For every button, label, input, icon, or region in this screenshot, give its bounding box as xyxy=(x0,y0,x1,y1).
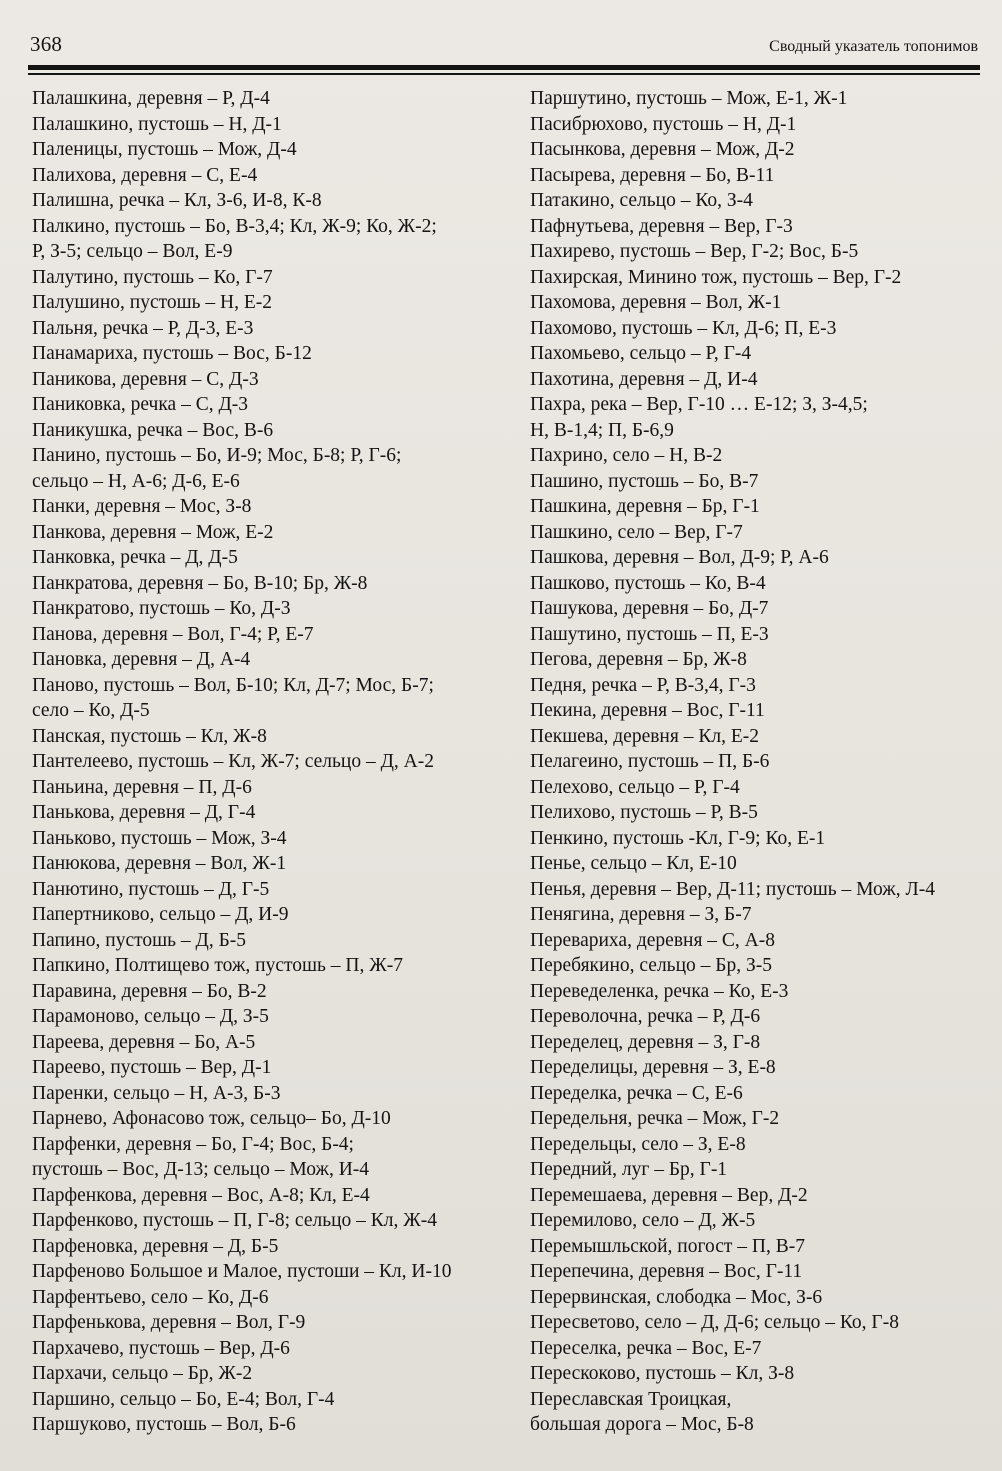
index-entry: Пашкова, деревня – Вол, Д-9; Р, А-6 xyxy=(530,547,829,568)
index-entry: Пенкино, пустошь -Кл, Г-9; Ко, Е-1 xyxy=(530,827,826,849)
index-entry: Палкино, пустошь – Бо, В-3,4; Кл, Ж-9; Ко, Ж-2; xyxy=(32,215,437,237)
index-entry: Панова, деревня – Вол, Г-4; Р, Е-7 xyxy=(32,623,314,645)
index-entry: Панютино, пустошь – Д, Г-5 xyxy=(32,878,270,900)
index-entry: Пенье, сельцо – Кл, Е-10 xyxy=(530,853,737,874)
index-entry: Перескоково, пустошь – Кл, З-8 xyxy=(530,1363,795,1384)
index-entry: Пахотина, деревня – Д, И-4 xyxy=(530,368,758,390)
index-entry: Панкова, деревня – Мож, Е-2 xyxy=(32,521,274,543)
index-entry: Переделец, деревня – З, Г-8 xyxy=(530,1031,761,1053)
index-entry: Паравина, деревня – Бо, В-2 xyxy=(32,980,267,1002)
index-entry: Пархачи, сельцо – Бр, Ж-2 xyxy=(32,1363,253,1384)
index-entry: Паникова, деревня – С, Д-3 xyxy=(32,368,259,390)
index-entry: Панская, пустошь – Кл, Ж-8 xyxy=(32,725,267,747)
index-entry: Пахирская, Минино тож, пустошь – Вер, Г-2 xyxy=(530,266,902,288)
index-entry: Панино, пустошь – Бо, И-9; Мос, Б-8; Р, Г-6; xyxy=(32,445,402,466)
index-entry: Перервинская, слободка – Мос, З-6 xyxy=(530,1286,823,1308)
index-entry: Парамоново, сельцо – Д, З-5 xyxy=(32,1006,269,1027)
index-entry: Пашкина, деревня – Бр, Г-1 xyxy=(530,496,760,517)
index-entry: Парфеновка, деревня – Д, Б-5 xyxy=(32,1235,279,1257)
index-entry: Пантелеево, пустошь – Кл, Ж-7; сельцо – Д, А-2 xyxy=(32,751,434,772)
index-entry: Переселка, речка – Вос, Е-7 xyxy=(530,1337,762,1359)
index-entry: Панамариха, пустошь – Вос, Б-12 xyxy=(32,343,312,364)
index-entry: Пашутино, пустошь – П, Е-3 xyxy=(530,623,769,645)
index-entry: Паньина, деревня – П, Д-6 xyxy=(32,776,252,798)
index-entry: Палашкина, деревня – Р, Д-4 xyxy=(32,88,270,109)
index-entry: Парфенки, деревня – Бо, Г-4; Вос, Б-4; xyxy=(32,1133,354,1155)
index-entry: Передельня, речка – Мож, Г-2 xyxy=(530,1108,780,1129)
index-entry: Н, В-1,4; П, Б-6,9 xyxy=(530,419,674,441)
index-entry: Пашкино, село – Вер, Г-7 xyxy=(530,521,743,543)
index-entry: Парфенкова, деревня – Вос, А-8; Кл, Е-4 xyxy=(32,1184,370,1206)
index-entry: Перемышльской, погост – П, В-7 xyxy=(530,1235,805,1257)
index-entry: сельцо – Н, А-6; Д-6, Е-6 xyxy=(32,470,240,492)
index-entry: Пелехово, сельцо – Р, Г-4 xyxy=(530,776,740,798)
header-rule-thin xyxy=(28,73,980,75)
index-entry: Пенья, деревня – Вер, Д-11; пустошь – Мож, Л-4 xyxy=(530,878,935,900)
index-entry: Палутино, пустошь – Ко, Г-7 xyxy=(32,266,273,288)
index-entry: Перебякино, сельцо – Бр, З-5 xyxy=(530,955,772,976)
index-entry: Пареева, деревня – Бо, А-5 xyxy=(32,1031,256,1053)
index-column-left xyxy=(32,86,512,1438)
index-entry: Пахрино, село – Н, В-2 xyxy=(530,445,723,466)
index-entry: Перевариха, деревня – С, А-8 xyxy=(530,929,776,951)
index-entry: Пелихово, пустошь – Р, В-5 xyxy=(530,802,758,823)
index-entry: Парфентьево, село – Ко, Д-6 xyxy=(32,1286,269,1308)
index-entry: Паньково, пустошь – Мож, З-4 xyxy=(32,827,287,849)
index-entry: Переделицы, деревня – З, Е-8 xyxy=(530,1057,776,1078)
index-entry: Передельцы, село – З, Е-8 xyxy=(530,1133,746,1155)
index-entry: Пахирево, пустошь – Вер, Г-2; Вос, Б-5 xyxy=(530,241,859,262)
index-entry: Папкино, Полтищево тож, пустошь – П, Ж-7 xyxy=(32,955,403,976)
index-entry: Пахомово, пустошь – Кл, Д-6; П, Е-3 xyxy=(530,317,837,339)
index-entry: Палихова, деревня – С, Е-4 xyxy=(32,164,258,186)
index-entry: Переведеленка, речка – Ко, Е-3 xyxy=(530,980,789,1002)
page-header xyxy=(28,30,982,64)
index-entry: Панкратово, пустошь – Ко, Д-3 xyxy=(32,598,291,619)
index-entry: Пекина, деревня – Вос, Г-11 xyxy=(530,700,765,721)
index-entry: село – Ко, Д-5 xyxy=(32,700,150,721)
index-entry: Паниковка, речка – С, Д-3 xyxy=(32,394,248,415)
header-rule-thick xyxy=(28,65,980,70)
index-entry: Пальня, речка – Р, Д-3, Е-3 xyxy=(32,317,254,339)
index-entry: Парнево, Афонасово тож, сельцо– Бо, Д-10 xyxy=(32,1108,391,1129)
page-number: 368 xyxy=(30,32,63,56)
index-entry: Пановка, деревня – Д, А-4 xyxy=(32,649,251,670)
index-entry: Паршуково, пустошь – Вол, Б-6 xyxy=(32,1414,296,1435)
index-entry: Парфенково, пустошь – П, Г-8; сельцо – Кл, Ж-4 xyxy=(32,1210,437,1231)
index-entry: Пахомова, деревня – Вол, Ж-1 xyxy=(530,292,782,313)
index-entry: Пахомьево, сельцо – Р, Г-4 xyxy=(530,343,752,364)
index-entry: Переволочна, речка – Р, Д-6 xyxy=(530,1006,761,1027)
index-entry: Перемешаева, деревня – Вер, Д-2 xyxy=(530,1184,808,1206)
index-entry: Переделка, речка – С, Е-6 xyxy=(530,1082,743,1104)
index-entry: Панковка, речка – Д, Д-5 xyxy=(32,547,238,568)
index-entry: Парфенькова, деревня – Вол, Г-9 xyxy=(32,1312,306,1333)
index-entry: Пашино, пустошь – Бо, В-7 xyxy=(530,470,759,492)
index-entry: Палашкино, пустошь – Н, Д-1 xyxy=(32,113,282,135)
index-entry: Паленицы, пустошь – Мож, Д-4 xyxy=(32,139,297,160)
index-entry: Пенягина, деревня – З, Б-7 xyxy=(530,904,752,925)
index-entry: Палушино, пустошь – Н, Е-2 xyxy=(32,292,273,313)
index-entry: Пасырева, деревня – Бо, В-11 xyxy=(530,164,775,186)
index-entry: Панки, деревня – Мос, З-8 xyxy=(32,496,252,517)
index-entry: Пархачево, пустошь – Вер, Д-6 xyxy=(32,1337,290,1359)
index-entry: Панкратова, деревня – Бо, В-10; Бр, Ж-8 xyxy=(32,572,368,594)
index-entry: Парфеново Большое и Малое, пустоши – Кл, И-10 xyxy=(32,1261,452,1282)
index-entry: Пекшева, деревня – Кл, Е-2 xyxy=(530,725,759,747)
index-entry: Пареево, пустошь – Вер, Д-1 xyxy=(32,1057,272,1078)
index-entry: Пашково, пустошь – Ко, В-4 xyxy=(530,572,766,594)
index-entry: Пелагеино, пустошь – П, Б-6 xyxy=(530,751,770,772)
index-entry: Паршино, сельцо – Бо, Е-4; Вол, Г-4 xyxy=(32,1388,335,1410)
index-entry: Переславская Троицкая, xyxy=(530,1388,732,1410)
index-entry: Пашукова, деревня – Бо, Д-7 xyxy=(530,598,769,619)
index-entry: большая дорога – Мос, Б-8 xyxy=(530,1414,754,1435)
index-entry: Патакино, сельцо – Ко, З-4 xyxy=(530,190,753,211)
index-entry: Пересветово, село – Д, Д-6; сельцо – Ко, Г-8 xyxy=(530,1312,899,1333)
running-title: Сводный указатель топонимов xyxy=(769,38,978,55)
index-entry: Перемилово, село – Д, Ж-5 xyxy=(530,1210,756,1231)
index-entry: Паршутино, пустошь – Мож, Е-1, Ж-1 xyxy=(530,88,848,109)
index-entry: Палишна, речка – Кл, З-6, И-8, К-8 xyxy=(32,190,322,211)
index-entry: Пахра, река – Вер, Г-10 … Е-12; З, З-4,5; xyxy=(530,394,868,415)
index-column-right xyxy=(530,86,986,1438)
index-entry: Панькова, деревня – Д, Г-4 xyxy=(32,802,256,823)
index-entry: Передний, луг – Бр, Г-1 xyxy=(530,1159,728,1180)
index-entry: Папертниково, сельцо – Д, И-9 xyxy=(32,904,289,925)
index-entry: Пегова, деревня – Бр, Ж-8 xyxy=(530,649,747,670)
index-entry: Паникушка, речка – Вос, В-6 xyxy=(32,419,274,441)
index-entry: Паренки, сельцо – Н, А-3, Б-3 xyxy=(32,1082,281,1104)
index-entry: Пасынкова, деревня – Мож, Д-2 xyxy=(530,139,795,160)
index-entry: Педня, речка – Р, В-3,4, Г-3 xyxy=(530,674,756,696)
index-entry: Паново, пустошь – Вол, Б-10; Кл, Д-7; Мос, Б-7; xyxy=(32,674,434,696)
index-entry: Пасибрюхово, пустошь – Н, Д-1 xyxy=(530,113,797,135)
index-entry: Р, З-5; сельцо – Вол, Е-9 xyxy=(32,241,233,262)
index-entry: Перепечина, деревня – Вос, Г-11 xyxy=(530,1261,803,1282)
index-entry: Панюкова, деревня – Вол, Ж-1 xyxy=(32,853,287,874)
index-entry: пустошь – Вос, Д-13; сельцо – Мож, И-4 xyxy=(32,1159,370,1180)
index-entry: Пафнутьева, деревня – Вер, Г-3 xyxy=(530,215,793,237)
index-entry: Папино, пустошь – Д, Б-5 xyxy=(32,929,247,951)
